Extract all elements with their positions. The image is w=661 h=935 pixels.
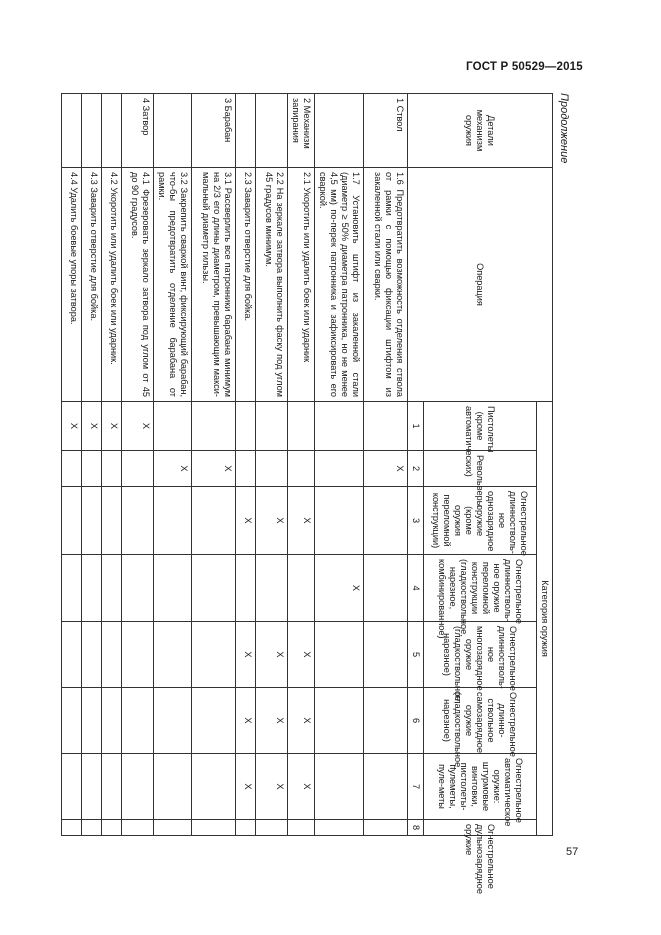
header-category-8: Огнестрельное дульнозарядное оружие xyxy=(424,820,537,836)
table-row xyxy=(192,94,236,836)
part-cell: 2 Механизм запирания xyxy=(288,94,315,168)
mark-cell xyxy=(62,451,82,487)
mark-cell xyxy=(364,402,408,451)
mark-cell: X xyxy=(288,754,315,820)
mark-cell xyxy=(315,402,364,451)
mark-cell: X xyxy=(62,402,82,451)
mark-cell: X xyxy=(364,451,408,487)
operation-cell: 1.7 Установить штифт из закаленной стали (диаметр ≥ 50% диаметра патронника, но не менее 4,5 мм) по-перек патронника и зафиксировать его сваркой. xyxy=(315,168,364,402)
table-row xyxy=(315,94,364,836)
header-number-3: 3 xyxy=(408,487,424,555)
mark-cell xyxy=(288,555,315,622)
mark-cell: X xyxy=(288,622,315,688)
mark-cell: X xyxy=(82,402,102,451)
header-number-7: 7 xyxy=(408,754,424,820)
mark-cell xyxy=(122,622,154,688)
mark-cell: X xyxy=(154,451,192,487)
header-number-2: 2 xyxy=(408,451,424,487)
mark-cell xyxy=(102,688,122,754)
mark-cell xyxy=(288,820,315,836)
mark-cell xyxy=(122,820,154,836)
header-number-5: 5 xyxy=(408,622,424,688)
operation-cell: 4.1 Фрезеровать зеркало затвора под углом от 45 до 90 градусов. xyxy=(122,168,154,402)
operation-cell: 2.3 Заварить отверстие для бойка. xyxy=(236,168,256,402)
mark-cell xyxy=(102,555,122,622)
continuation-label: Продолжение xyxy=(558,93,570,164)
mark-cell xyxy=(102,451,122,487)
mark-cell xyxy=(315,688,364,754)
table-row xyxy=(256,94,288,836)
mark-cell xyxy=(154,688,192,754)
mark-cell: X xyxy=(236,688,256,754)
mark-cell xyxy=(82,622,102,688)
mark-cell xyxy=(122,451,154,487)
mark-cell xyxy=(364,820,408,836)
mark-cell xyxy=(315,487,364,555)
mark-cell xyxy=(315,451,364,487)
mark-cell xyxy=(102,754,122,820)
mark-cell xyxy=(236,451,256,487)
part-cell xyxy=(62,94,82,168)
operation-cell: 2.1 Укоротить или удалить боек или ударник xyxy=(288,168,315,402)
mark-cell xyxy=(62,622,82,688)
mark-cell xyxy=(154,487,192,555)
header-category-7: Огнестрельное автоматическое оружие: штурмовые винтовки, пистолеты-пулеметы, пуле-меты xyxy=(424,754,537,820)
operation-cell: 1.6 Предотвратить возможность отделения ствола от рамки с помощью фиксации штифтом из закаленной стали или сварки. xyxy=(364,168,408,402)
header-category-2: Револьверы xyxy=(424,451,537,487)
header-category-3: Огнестрельное длинностволь-ное однозарядное оружие (кроме оружия переломной конструкции) xyxy=(424,487,537,555)
mark-cell xyxy=(122,555,154,622)
mark-cell xyxy=(154,555,192,622)
mark-cell xyxy=(154,754,192,820)
header-number-1: 1 xyxy=(408,402,424,451)
mark-cell: X xyxy=(192,451,236,487)
mark-cell: X xyxy=(256,622,288,688)
mark-cell xyxy=(256,555,288,622)
mark-cell xyxy=(102,820,122,836)
table-row xyxy=(102,94,122,836)
table-row xyxy=(62,94,82,836)
header-category-4: Огнестрельное длинностволь-ное оружие переломной конструкции (гладкоствольное, нарезное, комбинированное) xyxy=(424,555,537,622)
header-category-6: Огнестрельное длинно-ствольное самозарядное оружие (гладкоствольное, нарезное) xyxy=(424,688,537,754)
part-cell: 3 Барабан xyxy=(192,94,236,168)
mark-cell xyxy=(364,622,408,688)
mark-cell xyxy=(288,402,315,451)
mark-cell xyxy=(315,622,364,688)
mark-cell xyxy=(364,487,408,555)
mark-cell xyxy=(315,820,364,836)
mark-cell xyxy=(315,754,364,820)
rotated-table-block xyxy=(61,93,571,894)
table-row xyxy=(288,94,315,836)
operation-cell: 3.2 Закрепить сваркой винт, фиксирующий барабан, что-бы предотвратить отделение барабана от рамки. xyxy=(154,168,192,402)
mark-cell xyxy=(288,451,315,487)
mark-cell xyxy=(82,555,102,622)
mark-cell xyxy=(256,402,288,451)
mark-cell xyxy=(236,402,256,451)
mark-cell xyxy=(102,622,122,688)
mark-cell xyxy=(62,688,82,754)
mark-cell xyxy=(62,555,82,622)
mark-cell xyxy=(154,622,192,688)
header-number-4: 4 xyxy=(408,555,424,622)
mark-cell xyxy=(82,688,102,754)
specification-table xyxy=(61,93,553,894)
part-cell: 1 Ствол xyxy=(364,94,408,168)
mark-cell xyxy=(154,402,192,451)
mark-cell xyxy=(62,487,82,555)
document-code: ГОСТ Р 50529—2015 xyxy=(466,61,583,73)
operation-cell: 4.3 Заварить отверстие для бойка. xyxy=(82,168,102,402)
operation-cell: 2.2 На зеркале затвора выполнить фаску под углом 45 градусов минимум. xyxy=(256,168,288,402)
operation-cell: 4.4 Удалить боевые упоры затвора. xyxy=(62,168,82,402)
mark-cell: X xyxy=(288,688,315,754)
mark-cell xyxy=(82,820,102,836)
part-cell xyxy=(154,94,192,168)
mark-cell xyxy=(236,555,256,622)
mark-cell: X xyxy=(236,754,256,820)
mark-cell xyxy=(192,487,236,555)
table-row xyxy=(122,94,154,836)
mark-cell xyxy=(192,820,236,836)
header-detail: Детали механизм оружия xyxy=(408,94,553,168)
mark-cell: X xyxy=(315,555,364,622)
mark-cell xyxy=(122,487,154,555)
mark-cell xyxy=(122,688,154,754)
header-row-group xyxy=(537,94,553,836)
operation-cell: 3.1 Рассверлить все патронники барабана минимум на 2/3 его длины диаметром, превышающим макси-мальный диаметр гильзы. xyxy=(192,168,236,402)
mark-cell xyxy=(236,820,256,836)
operation-cell: 4.2 Укоротить или удалить боек или ударник. xyxy=(102,168,122,402)
mark-cell xyxy=(82,451,102,487)
mark-cell xyxy=(364,688,408,754)
part-cell xyxy=(102,94,122,168)
mark-cell xyxy=(192,622,236,688)
part-cell xyxy=(82,94,102,168)
table-row xyxy=(236,94,256,836)
mark-cell xyxy=(62,820,82,836)
mark-cell xyxy=(192,754,236,820)
mark-cell xyxy=(364,754,408,820)
header-number-8: 8 xyxy=(408,820,424,836)
page-number: 57 xyxy=(566,846,579,858)
mark-cell xyxy=(102,487,122,555)
mark-cell: X xyxy=(102,402,122,451)
mark-cell: X xyxy=(256,487,288,555)
header-category-5: Огнестрельное длинностволь-ное многозарядное оружие (гладкоствольное, нарезное) xyxy=(424,622,537,688)
table-row xyxy=(364,94,408,836)
header-category-group: Категория оружия xyxy=(537,402,553,836)
part-cell: 4 Затвор xyxy=(122,94,154,168)
table-row xyxy=(154,94,192,836)
mark-cell xyxy=(364,555,408,622)
part-cell xyxy=(256,94,288,168)
mark-cell xyxy=(62,754,82,820)
header-operation: Операция xyxy=(408,168,553,402)
mark-cell xyxy=(122,754,154,820)
header-number-6: 6 xyxy=(408,688,424,754)
mark-cell: X xyxy=(236,622,256,688)
table-row xyxy=(82,94,102,836)
mark-cell: X xyxy=(288,487,315,555)
mark-cell xyxy=(154,820,192,836)
mark-cell: X xyxy=(122,402,154,451)
part-cell xyxy=(236,94,256,168)
mark-cell xyxy=(82,754,102,820)
mark-cell xyxy=(82,487,102,555)
part-cell xyxy=(315,94,364,168)
mark-cell xyxy=(256,451,288,487)
mark-cell: X xyxy=(236,487,256,555)
header-category-1: Пистолеты (кроме автоматических) xyxy=(424,402,537,451)
mark-cell xyxy=(192,402,236,451)
mark-cell: X xyxy=(256,688,288,754)
mark-cell xyxy=(192,555,236,622)
mark-cell xyxy=(192,688,236,754)
mark-cell: X xyxy=(256,754,288,820)
mark-cell xyxy=(256,820,288,836)
